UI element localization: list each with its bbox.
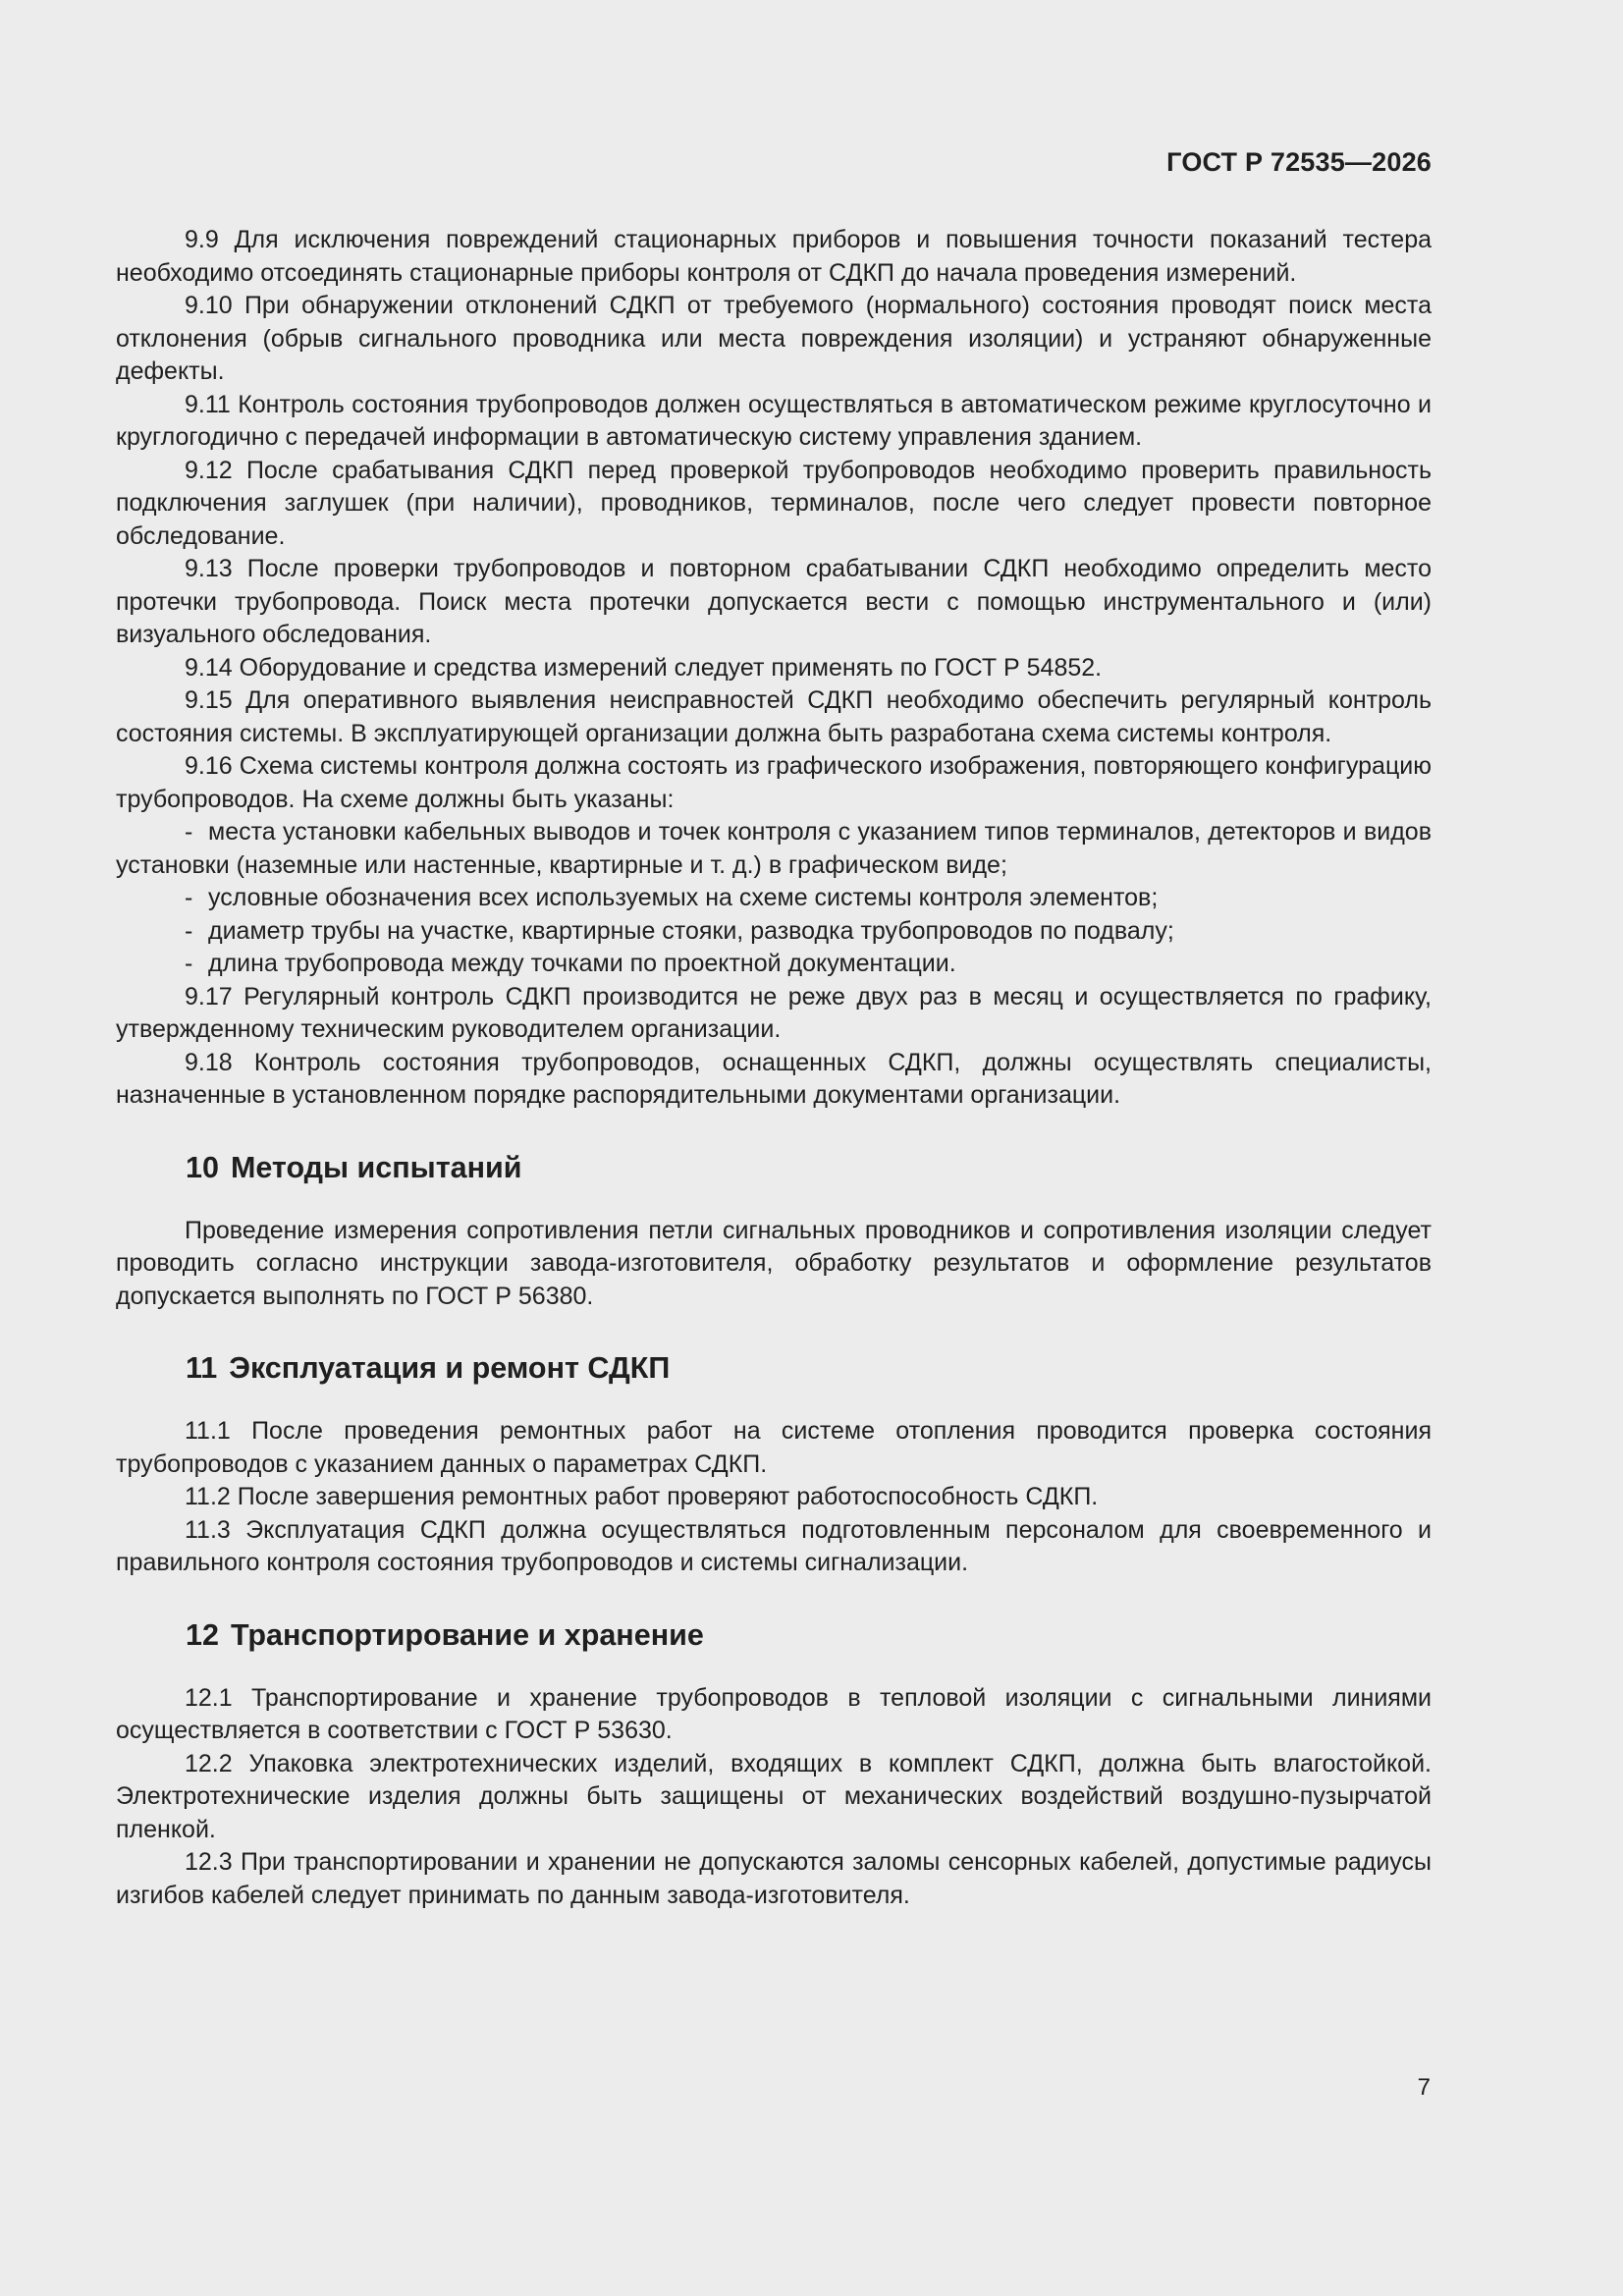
paragraph-9-14: 9.14 Оборудование и средства измерений следует применять по ГОСТ Р 54852. (185, 653, 1103, 682)
paragraph-10: Проведение измерения сопротивления петли сигнальных проводников и сопротивления изоляции следует проводить согласно инструкции завода-изготовителя, обработку результатов и оформление результатов допускается выполнять по ГОСТ Р 56380. (116, 1216, 1432, 1310)
paragraph-9-16: 9.16 Схема системы контроля должна состоять из графического изображения, повторяющего конфигурацию трубопроводов. На схеме должны быть указаны: (116, 752, 1432, 813)
paragraph-12-1: 12.1 Транспортирование и хранение трубопроводов в тепловой изоляции с сигнальными линиями осуществляется в соответствии с ГОСТ Р 53630. (116, 1683, 1432, 1744)
paragraph-9-13: 9.13 После проверки трубопроводов и повторном срабатывании СДКП необходимо определить место протечки трубопровода. Поиск места протечки допускается вести с помощью инструментального и (или) визуального обследования. (116, 555, 1432, 648)
list-dash: - (185, 916, 193, 945)
paragraph-9-12: 9.12 После срабатывания СДКП перед проверкой трубопроводов необходимо проверить правильность подключения заглушек (при наличии), проводников, терминалов, после чего следует провести повторное обследование. (116, 456, 1432, 550)
paragraph-11-1: 11.1 После проведения ремонтных работ на системе отопления проводится проверка состояния трубопроводов с указанием данных о параметрах СДКП. (116, 1417, 1432, 1478)
section-heading-11 (116, 1348, 1432, 1388)
paragraph-12-2: 12.2 Упаковка электротехнических изделий, входящих в комплект СДКП, должна быть влагостойкой. Электротехнические изделия должны быть защищены от механических воздействий воздушно-пузырчатой пленкой. (116, 1749, 1432, 1843)
list-item (116, 948, 1432, 981)
paragraph-9-10: 9.10 При обнаружении отклонений СДКП от требуемого (нормального) состояния проводят поиск места отклонения (обрыв сигнального проводника или места повреждения изоляции) и устраняют обнаруженные дефекты. (116, 292, 1432, 385)
section-number: 12 (186, 1617, 219, 1652)
document-body (116, 224, 1432, 1912)
list-item-text: длина трубопровода между точками по проектной документации. (208, 950, 956, 977)
list-dash: - (185, 950, 193, 977)
paragraph-12-3: 12.3 При транспортировании и хранении не допускаются заломы сенсорных кабелей, допустимые радиусы изгибов кабелей следует принимать по данным завода-изготовителя. (116, 1848, 1432, 1909)
paragraph-9-11: 9.11 Контроль состояния трубопроводов должен осуществляться в автоматическом режиме круглосуточно и круглогодично с передачей информации в автоматическую систему управления зданием. (116, 390, 1432, 451)
section-title: Транспортирование и хранение (230, 1617, 704, 1652)
document-code: ГОСТ Р 72535—2026 (1166, 147, 1432, 177)
paragraph-9-17: 9.17 Регулярный контроль СДКП производится не реже двух раз в месяц и осуществляется по графику, утвержденному техническим руководителем организации. (116, 982, 1432, 1043)
list-item (116, 816, 1432, 882)
list-item (116, 882, 1432, 915)
list-item (116, 915, 1432, 949)
paragraph-11-3: 11.3 Эксплуатация СДКП должна осуществляться подготовленным персоналом для своевременного и правильного контроля состояния трубопроводов и системы сигнализации. (116, 1515, 1432, 1576)
section-title: Эксплуатация и ремонт СДКП (229, 1351, 671, 1385)
list-item-text: места установки кабельных выводов и точек контроля с указанием типов терминалов, детекторов и видов установки (наземные или настенные, квартирные и т. д.) в графическом виде; (116, 818, 1432, 879)
paragraph-9-18: 9.18 Контроль состояния трубопроводов, оснащенных СДКП, должны осуществлять специалисты, назначенные в установленном порядке распорядительными документами организации. (116, 1048, 1432, 1109)
section-heading-12 (116, 1615, 1432, 1655)
list-dash: - (185, 818, 193, 846)
section-heading-10 (116, 1148, 1432, 1187)
paragraph-11-2: 11.2 После завершения ремонтных работ проверяют работоспособность СДКП. (185, 1483, 1099, 1510)
list-dash: - (185, 884, 193, 911)
list-item-text: диаметр трубы на участке, квартирные стояки, разводка трубопроводов по подвалу; (208, 916, 1174, 945)
list-item-text: условные обозначения всех используемых на схеме системы контроля элементов; (208, 884, 1159, 911)
section-number: 11 (186, 1351, 218, 1385)
paragraph-9-9: 9.9 Для исключения повреждений стационарных приборов и повышения точности показаний тестера необходимо отсоединять стационарные приборы контроля от СДКП до начала проведения измерений. (116, 226, 1432, 287)
page-number: 7 (1417, 2074, 1431, 2101)
paragraph-9-15: 9.15 Для оперативного выявления неисправностей СДКП необходимо обеспечить регулярный контроль состояния системы. В эксплуатирующей организации должна быть разработана схема системы контроля. (116, 686, 1432, 747)
section-number: 10 (186, 1150, 219, 1184)
section-title: Методы испытаний (230, 1150, 522, 1184)
